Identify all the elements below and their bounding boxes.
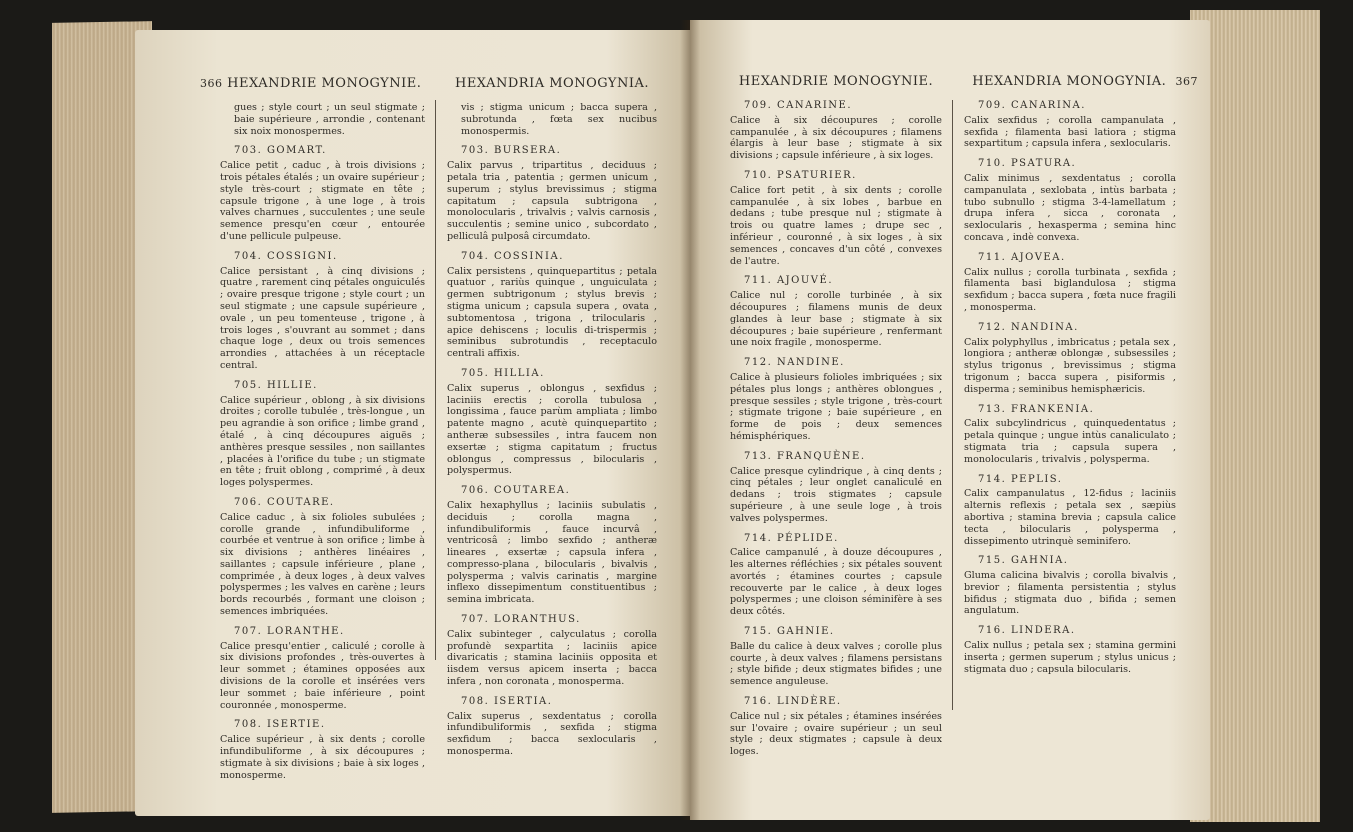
entry-title: 705. HILLIA. — [461, 367, 545, 379]
entry-body: Calix minimus , sexdentatus ; corolla campanulata , sexlobata , intùs barbata ; tubo subnullo ; stigma 3-4-lamellatum ; drupa infera , sicca , coronata , sexlocularis , hexasperma ; semina hinc concava , indè convexa. — [964, 172, 1176, 243]
entry — [730, 170, 942, 267]
entry-body: Calice presqu'entier , caliculé ; corolle à six divisions profondes , très-ouvertes à leur sommet ; étamines opposées aux divisions de la corolle et insérées vers leur sommet ; baie inférieure , point couronnée , monosperme. — [220, 640, 425, 711]
running-header: HEXANDRIE MONOGYNIE. — [738, 74, 934, 89]
entry-body: Calice nul ; corolle turbinée , à six découpures ; filamens munis de deux glandes à leur base ; stigmate à six découpures ; baie supérieure , renfermant une noix fragile , monosperme. — [730, 290, 942, 349]
entry — [220, 145, 425, 242]
entry — [730, 275, 942, 349]
entry-body: Calix superus , sexdentatus ; corolla infundibuliformis , sexfida ; stigma sexfidum ; bacca sexlocularis , monosperma. — [447, 710, 657, 758]
entry — [964, 252, 1176, 314]
entry-title: 710. PSATURA. — [978, 158, 1077, 170]
entry-title: 716. LINDÈRE. — [744, 696, 842, 708]
entry — [730, 696, 942, 758]
entry-body: Calix nullus ; corolla turbinata , sexfida ; filamenta basi biglandulosa ; stigma sexfidum ; bacca supera , fœta nuce fragili , monosperma. — [964, 266, 1176, 313]
entry — [220, 380, 425, 489]
entry-title: 714. PEPLIS. — [978, 473, 1063, 485]
entry — [964, 474, 1176, 548]
entry-body: Calice fort petit , à six dents ; corolle campanulée , à six lobes , barbue en dedans ; tube presque nul ; stigmate à trois ou quatre lames ; drupe sec , inférieur , couronné , à six loges , à six semences , concaves d'un côté , convexes de l'autre. — [730, 184, 942, 267]
entry-body: Calix persistens , quinquepartitus ; petala quatuor , rariùs quinque , unguiculata ; germen subtrigonum ; stylus brevis ; stigma unicum ; capsula supera , ovata , subtomentosa , trigona , trilocularis , apice dehiscens ; loculis di-trispermis ; seminibus subrotundis , receptaculo centrali affixis. — [447, 265, 657, 360]
entry-title: 706. COUTARE. — [234, 496, 335, 508]
entry — [730, 626, 942, 688]
entry — [447, 145, 657, 242]
entry-title: 707. LORANTHE. — [234, 625, 345, 637]
entry-body: Calice supérieur , oblong , à six divisions droites ; corolle tubulée , très-longue , un peu agrandie à son orifice ; limbe grand , étalé , à cinq découpures aiguës ; anthères presque sessiles , non saillantes , placées à l'orifice du tube ; un stigmate en tête ; fruit oblong , comprimé , à deux loges polyspermes. — [220, 394, 425, 489]
entry-title: 711. AJOUVÉ. — [744, 275, 834, 287]
continuation-text: gues ; style court ; un seul stigmate ; baie supérieure , arrondie , contenant six noix monospermes. — [234, 102, 425, 137]
entry-body: Calice à plusieurs folioles imbriquées ; six pétales plus longs ; anthères oblongues , presque sessiles ; style trigone , très-court ; stigmate trigone ; baie supérieure , en forme de pois ; deux semences hémisphériques. — [730, 371, 942, 442]
entry — [730, 451, 942, 525]
left-page — [135, 30, 690, 816]
entry-title: 709. CANARINA. — [978, 100, 1086, 111]
entry-body: Calice petit , caduc , à trois divisions ; trois pétales étalés ; un ovaire supérieur ; style très-court ; stigmate en tête ; capsule trigone , à une loge , à trois valves charnues , succulentes ; une seule semence presqu'en cœur , entourée d'une pellicule pulpeuse. — [220, 160, 425, 242]
book-gutter — [680, 20, 700, 820]
entry-body: Calix parvus , tripartitus , deciduus ; petala tria , patentia ; germen unicum , superum ; stylus brevissimus ; stigma capitatum ; capsula subtrigona , monolocularis , trivalvis ; valvis carnosis , succulentis ; semine unico , subcordato , pelliculâ pulposâ circumdato. — [447, 160, 657, 242]
running-header — [964, 72, 1198, 92]
entry — [730, 533, 942, 619]
entry-title: 708. ISERTIE. — [234, 719, 326, 731]
header-text: HEXANDRIE MONOGYNIE. — [227, 76, 422, 91]
entry-body: Gluma calicina bivalvis ; corolla bivalvis , brevior ; filamenta persistentia ; stylus bifidus ; stigmata duo , bifida ; semen angulatum. — [964, 570, 1176, 617]
entry-body: Calix subinteger , calyculatus ; corolla profundè sexpartita ; laciniis apice divaricatis ; stamina laciniis opposita et iisdem versus apicem inserta ; bacca infera , non coronata , monosperma. — [447, 628, 657, 688]
entry-title: 712. NANDINE. — [744, 357, 845, 369]
entry-title: 712. NANDINA. — [978, 321, 1079, 333]
entry-title: 715. GAHNIA. — [978, 555, 1069, 567]
entry-title: 714. PÉPLIDE. — [744, 532, 839, 544]
entry — [730, 357, 942, 443]
entry-title: 708. ISERTIA. — [461, 695, 553, 707]
entry-title: 715. GAHNIE. — [744, 626, 835, 638]
entry — [964, 625, 1176, 675]
entry — [964, 158, 1176, 244]
entry — [447, 614, 657, 688]
entry-title: 711. AJOVEA. — [978, 251, 1066, 263]
entry — [730, 100, 942, 162]
entry — [447, 368, 657, 477]
entry — [964, 404, 1176, 466]
entry-title: 713. FRANQUÈNE. — [744, 450, 866, 462]
column-rule — [952, 100, 953, 710]
entry-title: 709. CANARINE. — [744, 100, 852, 111]
entry-body: Calix nullus ; petala sex ; stamina germini inserta ; germen superum ; stylus unicus ; stigmata duo ; capsula bilocularis. — [964, 640, 1176, 675]
entry-title: 703. GOMART. — [234, 145, 327, 157]
entry — [447, 251, 657, 360]
header-text: HEXANDRIA MONOGYNIA. — [972, 74, 1167, 89]
left-page-french-column — [200, 74, 425, 789]
entry — [220, 251, 425, 372]
entry-body: Calice presque cylindrique , à cinq dents ; cinq pétales ; leur onglet canaliculé en dedans ; trois stigmates ; capsule supérieure , à une seule loge , à trois valves polyspermes. — [730, 465, 942, 524]
entry-title: 704. COSSIGNI. — [234, 250, 338, 262]
entry — [220, 626, 425, 712]
entry-title: 703. BURSERA. — [461, 145, 562, 157]
entry-body: Calix superus , oblongus , sexfidus ; laciniis erectis ; corolla tubulosa , longissima , fauce parùm ampliata ; limbo patente magno , acutè quinquepartito ; antheræ subsessiles , intra faucem non exsertæ ; stigma capitatum ; fructus oblongus , compressus , bilocularis , polyspermus. — [447, 382, 657, 477]
right-page-latin-column — [964, 72, 1198, 683]
entry-title: 706. COUTAREA. — [461, 485, 571, 497]
page-number: 367 — [1175, 75, 1198, 88]
entry-title: 705. HILLIE. — [234, 379, 318, 391]
entry-body: Calice supérieur , à six dents ; corolle infundibuliforme , à six découpures ; stigmate à six divisions ; baie à six loges , monosperme. — [220, 734, 425, 781]
entry-title: 704. COSSINIA. — [461, 250, 564, 262]
right-page — [690, 20, 1210, 820]
entry-body: Calice caduc , à six folioles subulées ; corolle grande , infundibuliforme , courbée et ventrue à son orifice ; limbe à six divisions ; anthères linéaires , saillantes ; capsule inférieure , plane , comprimée , à deux loges , à deux valves polyspermes ; les valves en carène ; leurs bords recourbés , formant une cloison ; semences imbriquées. — [220, 511, 425, 618]
entry-body: Calix hexaphyllus ; laciniis subulatis , deciduis ; corolla magna , infundibuliformis , fauce incurvâ , ventricosâ ; limbo sexfido ; antheræ lineares , exsertæ ; capsula infera , compresso-plana , bilocularis , bivalvis , polysperma ; valvis carinatis , margine inflexo dissepimentum constituentibus ; semina imbricata. — [447, 499, 657, 606]
entry — [964, 322, 1176, 396]
entry — [447, 696, 657, 758]
entry — [220, 497, 425, 618]
running-header — [200, 74, 425, 94]
entry-body: Calice à six découpures ; corolle campanulée , à six découpures ; filamens élargis à leur base ; stigmate à six divisions ; capsule inférieure , à six loges. — [730, 114, 942, 162]
entry-title: 710. PSATURIER. — [744, 169, 857, 181]
page-number: 366 — [200, 77, 223, 90]
entry — [964, 100, 1176, 150]
entry-title: 707. LORANTHUS. — [461, 614, 581, 626]
entry-body: Calix subcylindricus , quinquedentatus ; petala quinque ; ungue intùs canaliculato ; stigmata tria ; capsula supera , monolocularis , trivalvis , polysperma. — [964, 418, 1176, 465]
right-page-french-column — [730, 72, 942, 766]
entry-body: Calix campanulatus , 12-fidus ; laciniis alternis reflexis ; petala sex , sæpiùs abortiva ; stamina brevia ; capsula calice tecta , bilocularis , polysperma , dissepimento utrinquè seminifero. — [964, 488, 1176, 547]
entry-body: Balle du calice à deux valves ; corolle plus courte , à deux valves ; filamens persistans ; style bifide ; deux stigmates bifides ; une semence anguleuse. — [730, 640, 942, 688]
entry — [964, 555, 1176, 617]
continuation-text: vis ; stigma unicum ; bacca supera , subrotunda , fœta sex nucibus monospermis. — [461, 102, 657, 137]
left-page-latin-column — [447, 74, 657, 766]
running-header: HEXANDRIA MONOGYNIA. — [454, 76, 650, 91]
entry-body: Calix polyphyllus , imbricatus ; petala sex , longiora ; antheræ oblongæ , subsessiles ; stylus trigonus , brevissimus ; stigma trigonum ; bacca supera , pisiformis , disperma ; seminibus hemisphæricis. — [964, 336, 1176, 395]
entry — [220, 719, 425, 781]
entry-title: 716. LINDERA. — [978, 625, 1076, 637]
column-rule — [435, 100, 436, 660]
entry-body: Calice persistant , à cinq divisions ; quatre , rarement cinq pétales onguiculés ; ovaire presque trigone ; style court ; un seul stigmate ; une capsule supérieure , ovale , un peu tomenteuse , trigone , à trois loges , s'ouvrant au sommet ; dans chaque loge , deux ou trois semences arrondies , attachées à un réceptacle central. — [220, 265, 425, 371]
entry-title: 713. FRANKENIA. — [978, 403, 1095, 415]
entry-body: Calice nul ; six pétales ; étamines insérées sur l'ovaire ; ovaire supérieur ; un seul style ; deux stigmates ; capsule à deux loges. — [730, 710, 942, 758]
entry-body: Calice campanulé , à douze découpures , les alternes réfléchies ; six pétales souvent avortés ; étamines courtes ; capsule recouverte par le calice , à deux loges polyspermes ; une cloison séminifère à ses deux côtés. — [730, 547, 942, 618]
entry-body: Calix sexfidus ; corolla campanulata , sexfida ; filamenta basi latiora ; stigma sexpartitum ; capsula infera , sexlocularis. — [964, 114, 1176, 150]
entry — [447, 485, 657, 606]
